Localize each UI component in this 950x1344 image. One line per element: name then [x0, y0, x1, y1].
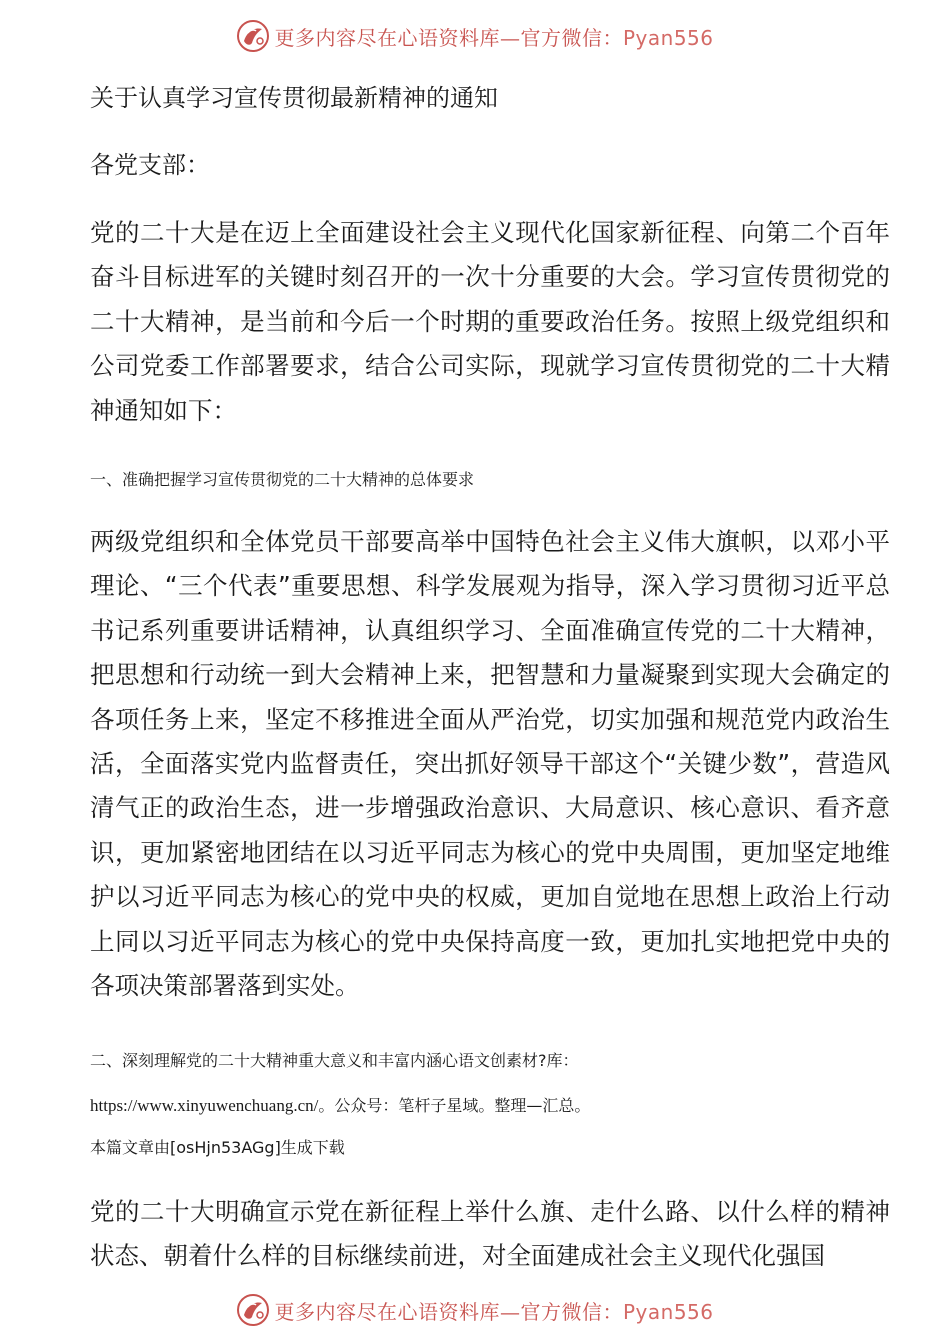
watermark-text: 更多内容尽在心语资料库—官方微信：Pyan556 — [274, 25, 714, 50]
hands-logo-icon — [236, 19, 270, 53]
salutation: 各党支部： — [90, 151, 210, 179]
source-url-link[interactable]: https://www.xinyuwenchuang.cn/ — [90, 1096, 319, 1115]
watermark-text: 更多内容尽在心语资料库—官方微信：Pyan556 — [274, 1299, 714, 1324]
section-2-heading-suffix: 。公众号：笔杆子星域。整理—汇总。 — [318, 1096, 591, 1115]
section-2-heading-text: 二、深刻理解党的二十大精神重大意义和丰富内涵心语文创素材?库： — [90, 1051, 579, 1070]
hands-logo-icon — [236, 1293, 270, 1327]
intro-paragraph: 党的二十大是在迈上全面建设社会主义现代化国家新征程、向第二个百年奋斗目标进军的关键时刻召开的一次十分重要的大会。学习宣传贯彻党的二十大精神，是当前和今后一个时期的重要政治任务。按照上级党组织和公司党委工作部署要求，结合公司实际，现就学习宣传贯彻党的二十大精神通知如下： — [90, 218, 890, 425]
watermark-banner-top — [0, 16, 950, 56]
document-title: 关于认真学习宣传贯彻最新精神的通知 — [90, 84, 498, 112]
section-1-paragraph: 两级党组织和全体党员干部要高举中国特色社会主义伟大旗帜，以邓小平理论、“三个代表”重要思想、科学发展观为指导，深入学习贯彻习近平总书记系列重要讲话精神，认真组织学习、全面准确宣传党的二十大精神，把思想和行动统一到大会精神上来，把智慧和力量凝聚到实现大会确定的各项任务上来，坚定不移推进全面从严治党，切实加强和规范党内政治生活，全面落实党内监督责任，突出抓好领导干部这个“关键少数”，营造风清气正的政治生态，进一步增强政治意识、大局意识、核心意识、看齐意识，更加紧密地团结在以习近平同志为核心的党中央周围，更加坚定地维护以习近平同志为核心的党中央的权威，更加自觉地在思想上政治上行动上同以习近平同志为核心的党中央保持高度一致，更加扎实地把党中央的各项决策部署落到实处。 — [90, 527, 890, 1001]
section-1-heading: 一、准确把握学习宣传贯彻党的二十大精神的总体要求 — [90, 470, 475, 489]
watermark-wechat-id: Pyan556 — [622, 25, 714, 50]
watermark-banner-bottom — [0, 1290, 950, 1330]
section-2-paragraph: 党的二十大明确宣示党在新征程上举什么旗、走什么路、以什么样的精神状态、朝着什么样的目标继续前进，对全面建成社会主义现代化强国 — [90, 1197, 890, 1271]
download-note: 本篇文章由[osHjn53AGg]生成下载 — [90, 1138, 345, 1157]
section-2-heading — [90, 1038, 730, 1128]
watermark-wechat-id: Pyan556 — [622, 1299, 714, 1324]
